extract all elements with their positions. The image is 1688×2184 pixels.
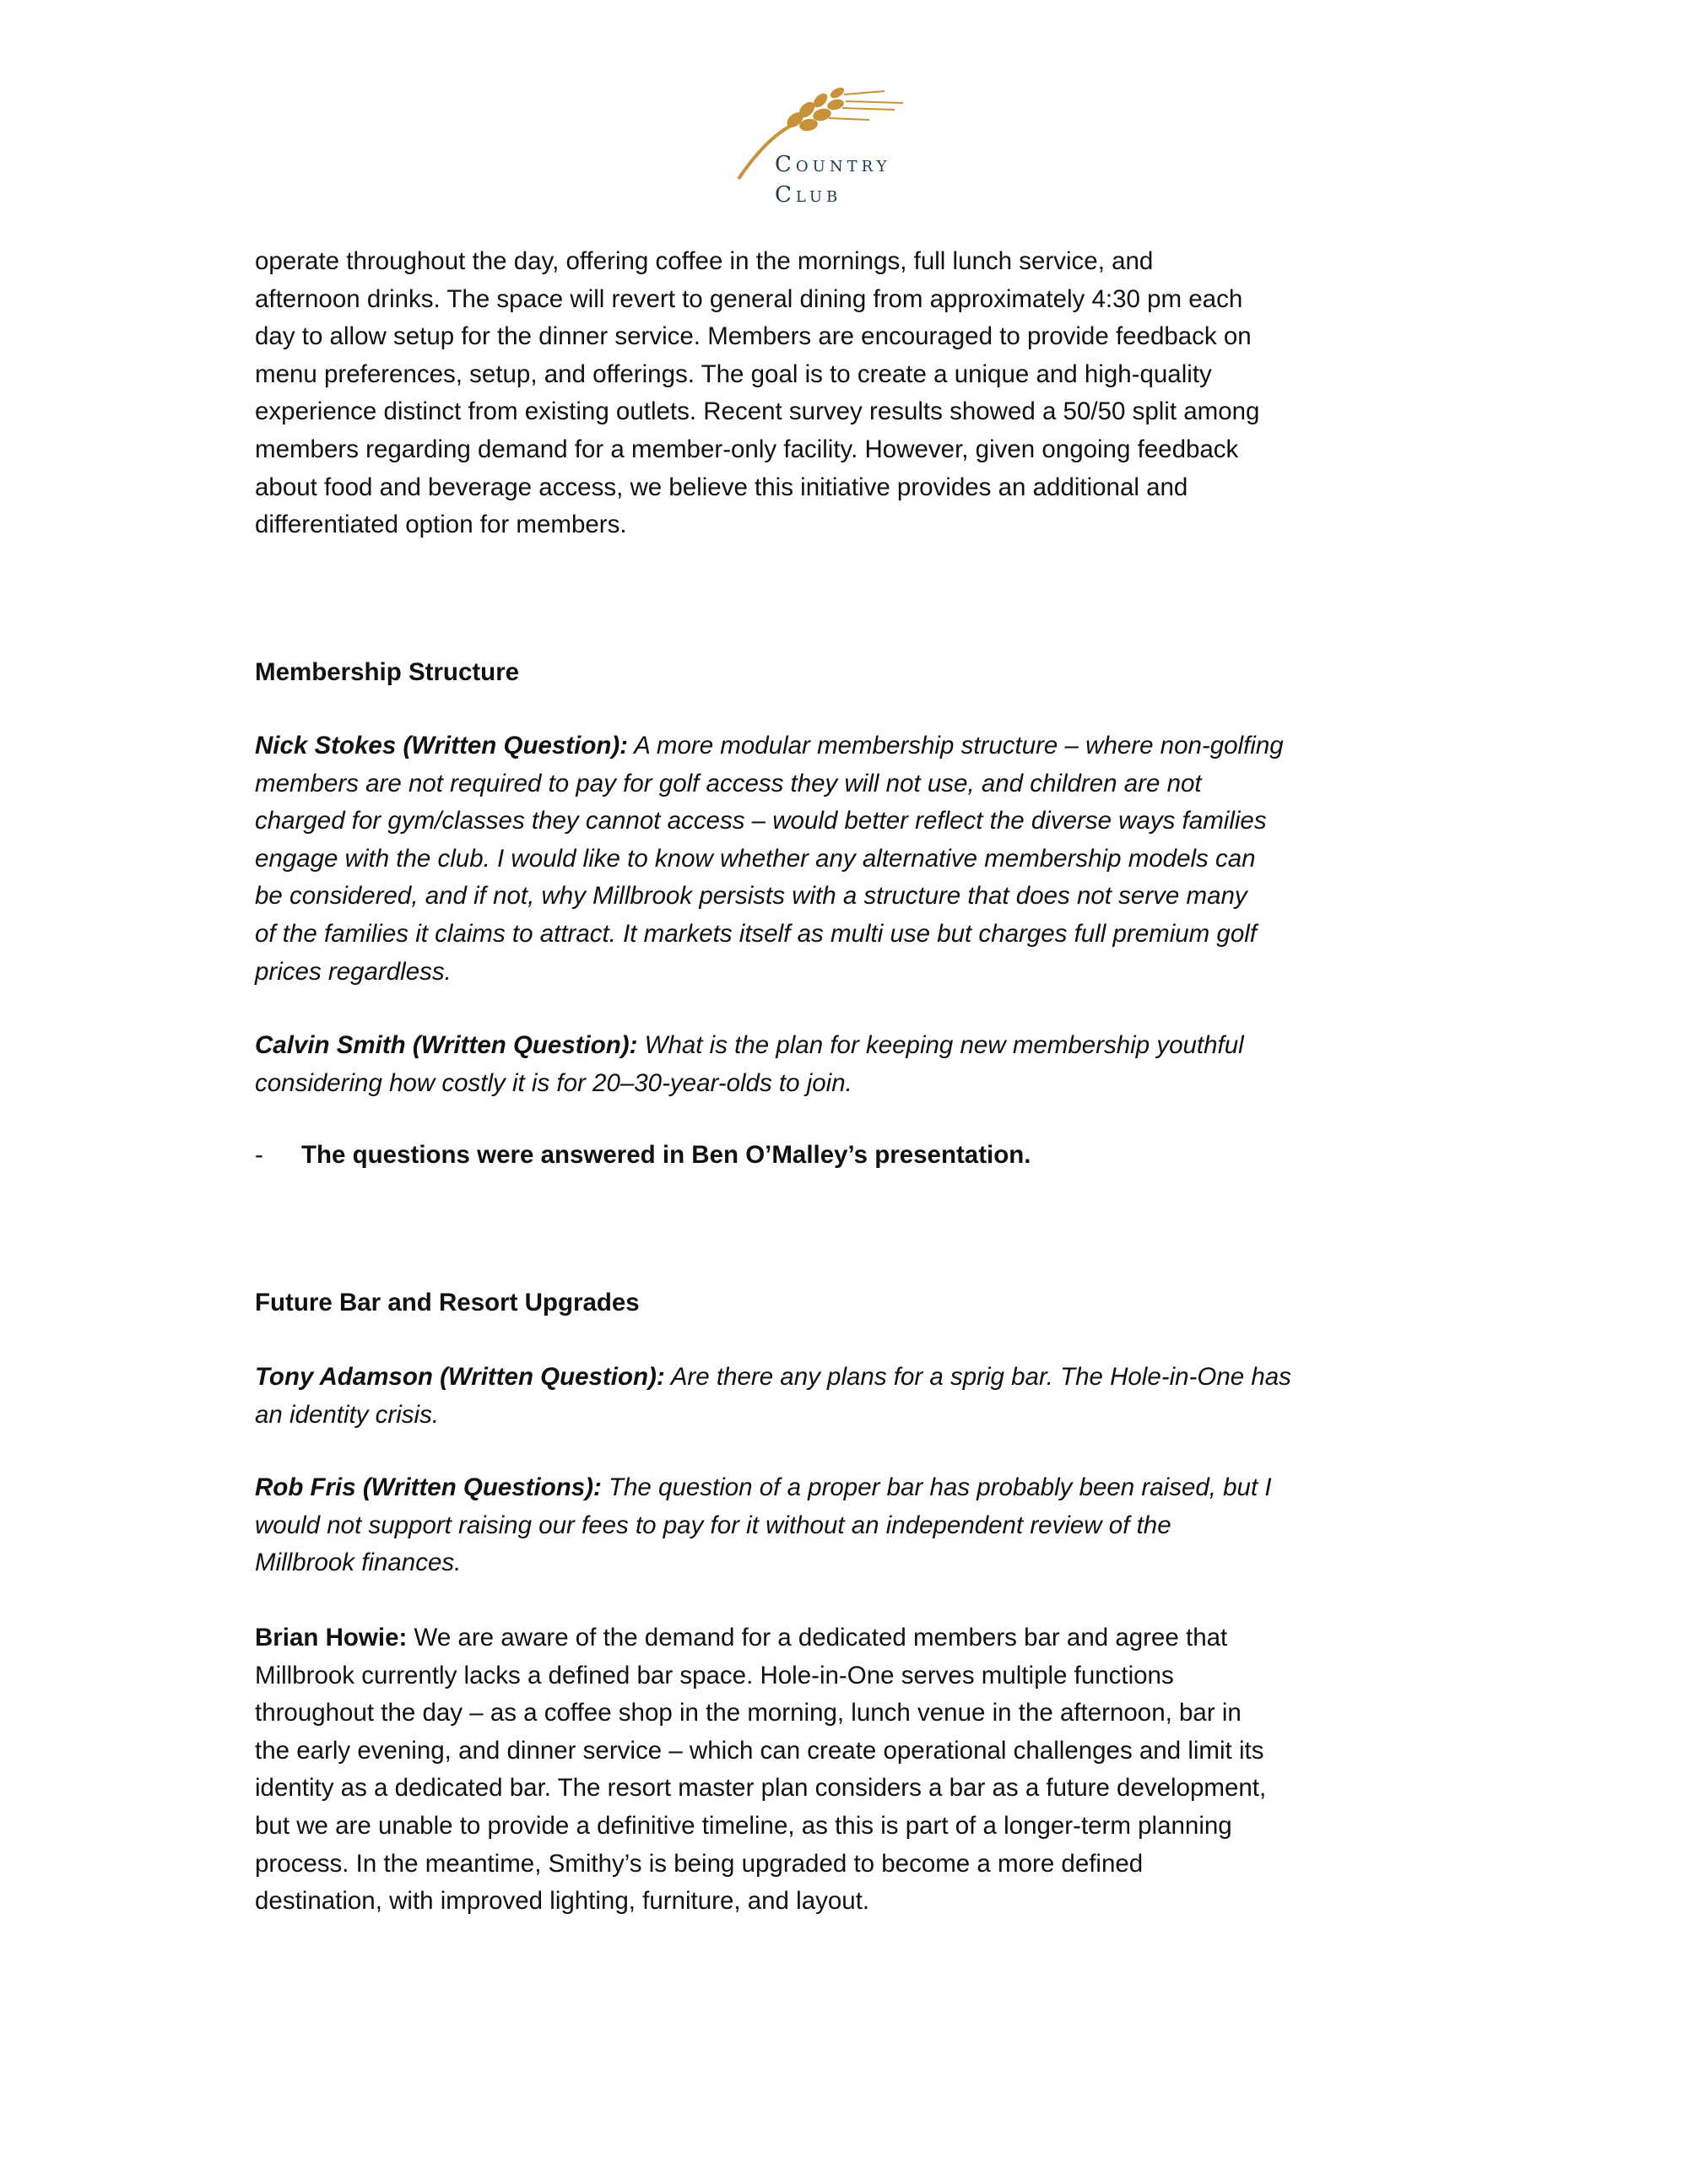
question-nick-stokes [255,727,1453,991]
speaker-label: Brian Howie: [255,1624,408,1652]
text-line: about food and beverage access, we believe this initiative provides an additional and [255,473,1188,501]
text-line: throughout the day – as a coffee shop in the morning, lunch venue in the afternoon, bar in [255,1699,1242,1727]
text-line: but we are unable to provide a definitive timeline, as this is part of a longer-term planning [255,1811,1232,1840]
text-line: charged for gym/classes they cannot access – would better reflect the diverse ways families [255,807,1267,835]
text-line: operate throughout the day, offering coffee in the mornings, full lunch service, and [255,247,1154,275]
text-line: prices regardless. [255,957,452,986]
bullet-marker: - [255,1141,263,1169]
text-line: members are not required to pay for golf access they will not use, and children are not [255,769,1202,797]
text-line: of the families it claims to attract. It markets itself as multi use but charges full premium golf [255,919,1257,948]
speaker-label: Nick Stokes (Written Question): [255,732,629,760]
section-heading-bar: Future Bar and Resort Upgrades [255,1289,640,1316]
text-line: afternoon drinks. The space will revert to general dining from approximately 4:30 pm each [255,284,1243,313]
text-line: What is the plan for keeping new membership youthful [637,1031,1244,1059]
text-line: experience distinct from existing outlets. Recent survey results showed a 50/50 split among [255,397,1260,426]
text-line: identity as a dedicated bar. The resort master plan considers a bar as a future development, [255,1774,1267,1803]
text-line: We are aware of the demand for a dedicated members bar and agree that [407,1624,1228,1652]
bullet-answer: The questions were answered in Ben O’Malley’s presentation. [301,1141,1031,1169]
speaker-label: Rob Fris (Written Questions): [255,1473,602,1501]
text-line: A more modular membership structure – where non-golfing [628,732,1284,760]
answer-brian-howie [255,1619,1453,1921]
text-line: menu preferences, setup, and offerings. The goal is to create a unique and high-quality [255,359,1212,388]
text-line: members regarding demand for a member-only facility. However, given ongoing feedback [255,435,1239,463]
question-rob-fris [255,1469,1453,1582]
logo-line-1: Country [775,152,891,177]
text-line: be considered, and if not, why Millbrook persists with a structure that does not serve many [255,882,1247,911]
text-line: Millbrook finances. [255,1549,462,1577]
text-line: process. In the meantime, Smithy’s is being upgraded to become a more defined [255,1849,1144,1878]
text-line: an identity crisis. [255,1400,440,1429]
question-tony-adamson [255,1359,1453,1434]
text-line: day to allow setup for the dinner service. Members are encouraged to provide feedback on [255,322,1252,351]
section-heading-membership: Membership Structure [255,658,520,686]
country-club-logo [734,84,945,219]
text-line: Are there any plans for a sprig bar. The Hole-in-One has [664,1363,1291,1391]
question-calvin-smith [255,1027,1453,1102]
text-line: the early evening, and dinner service – which can create operational challenges and limit its [255,1736,1264,1765]
text-line: destination, with improved lighting, furniture, and layout. [255,1887,870,1916]
logo-line-2: Club [775,182,842,208]
intro-paragraph [255,243,1453,544]
text-line: considering how costly it is for 20–30-year-olds to join. [255,1068,852,1097]
text-line: differentiated option for members. [255,511,627,539]
text-line: The question of a proper bar has probably been raised, but I [601,1473,1272,1501]
text-line: Millbrook currently lacks a defined bar space. Hole-in-One serves multiple functions [255,1661,1174,1689]
text-line: would not support raising our fees to pay for it without an independent review of the [255,1511,1171,1539]
speaker-label: Calvin Smith (Written Question): [255,1031,638,1059]
text-line: engage with the club. I would like to know whether any alternative membership models can [255,844,1256,873]
speaker-label: Tony Adamson (Written Question): [255,1363,665,1391]
